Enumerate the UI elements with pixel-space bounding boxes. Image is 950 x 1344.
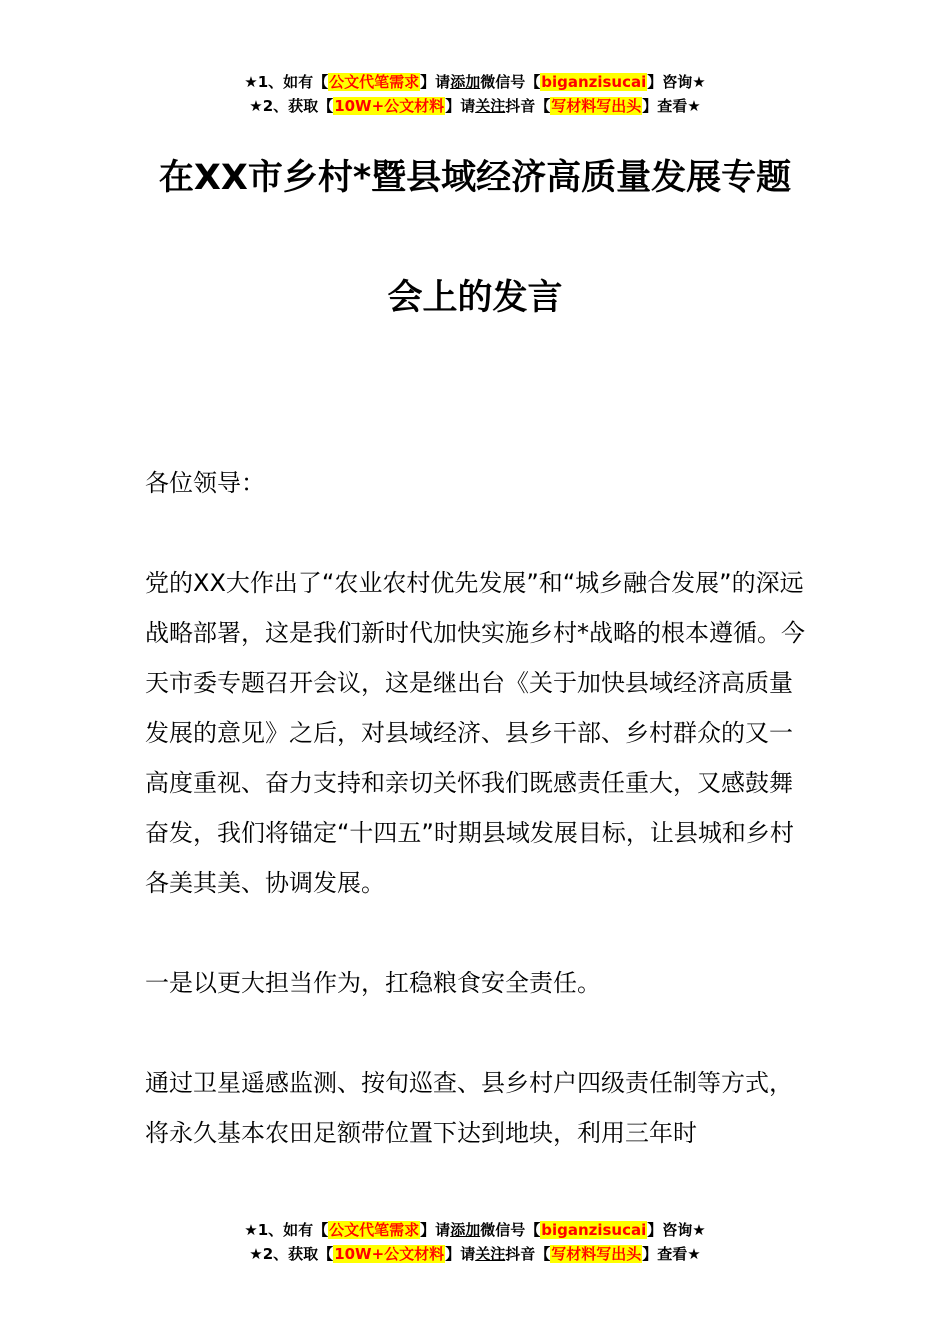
- banner-highlight: 写材料写出头: [551, 1245, 642, 1263]
- banner-text: 】请: [445, 97, 476, 115]
- banner-highlight: biganzisucai: [541, 1221, 647, 1239]
- banner-text: ★1、如有【: [244, 1221, 329, 1239]
- banner-text: ★1、如有【: [244, 73, 329, 91]
- banner-highlight: 写材料写出头: [551, 97, 642, 115]
- promo-banner-top: [0, 70, 950, 118]
- banner-line-2: [0, 94, 950, 118]
- promo-banner-bottom: [0, 1218, 950, 1266]
- banner-text: 微信号【: [480, 73, 541, 91]
- banner-text: 抖音【: [505, 1245, 551, 1263]
- banner-text: 】查看★: [642, 1245, 701, 1263]
- banner-text: ★2、获取【: [249, 97, 334, 115]
- banner-highlight: 公文代笔需求: [329, 73, 420, 91]
- banner-highlight: 10W+公文材料: [334, 97, 445, 115]
- paragraph-3: 通过卫星遥感监测、按旬巡查、县乡村户四级责任制等方式，将永久基本农田足额带位置下达到地块，利用三年时: [145, 1069, 793, 1147]
- banner-line-1: [0, 1218, 950, 1242]
- banner-text: 】请: [420, 1221, 451, 1239]
- document-title-line-2: 会上的发言: [387, 278, 563, 318]
- banner-text: 】咨询★: [647, 1221, 706, 1239]
- banner-line-1: [0, 70, 950, 94]
- banner-text: 】请: [445, 1245, 476, 1263]
- banner-text: 】查看★: [642, 97, 701, 115]
- banner-underline: 关注: [475, 97, 506, 115]
- banner-underline: 添加: [450, 73, 481, 91]
- banner-highlight: 公文代笔需求: [329, 1221, 420, 1239]
- banner-underline: 关注: [475, 1245, 506, 1263]
- banner-highlight: 10W+公文材料: [334, 1245, 445, 1263]
- banner-text: 微信号【: [480, 1221, 541, 1239]
- banner-text: ★2、获取【: [249, 1245, 334, 1263]
- salutation: 各位领导：: [145, 469, 265, 497]
- paragraph-2: 一是以更大担当作为，扛稳粮食安全责任。: [145, 969, 601, 997]
- document-title-line-1: 在XX市乡村*暨县域经济高质量发展专题: [158, 158, 792, 198]
- banner-text: 】咨询★: [647, 73, 706, 91]
- paragraph-1: 党的XX大作出了“农业农村优先发展”和“城乡融合发展”的深远战略部署，这是我们新时代加快实施乡村*战略的根本遵循。今天市委专题召开会议，这是继出台《关于加快县域经济高质量发展的意见》之后，对县域经济、县乡干部、乡村群众的又一高度重视、奋力支持和亲切关怀我们既感责任重大，又感鼓舞奋发，我们将锚定“十四五”时期县域发展目标，让县城和乡村各美其美、协调发展。: [145, 569, 805, 897]
- banner-line-2: [0, 1242, 950, 1266]
- banner-underline: 添加: [450, 1221, 481, 1239]
- document-body: [145, 458, 810, 1158]
- banner-text: 】请: [420, 73, 451, 91]
- banner-text: 抖音【: [505, 97, 551, 115]
- banner-highlight: biganzisucai: [541, 73, 647, 91]
